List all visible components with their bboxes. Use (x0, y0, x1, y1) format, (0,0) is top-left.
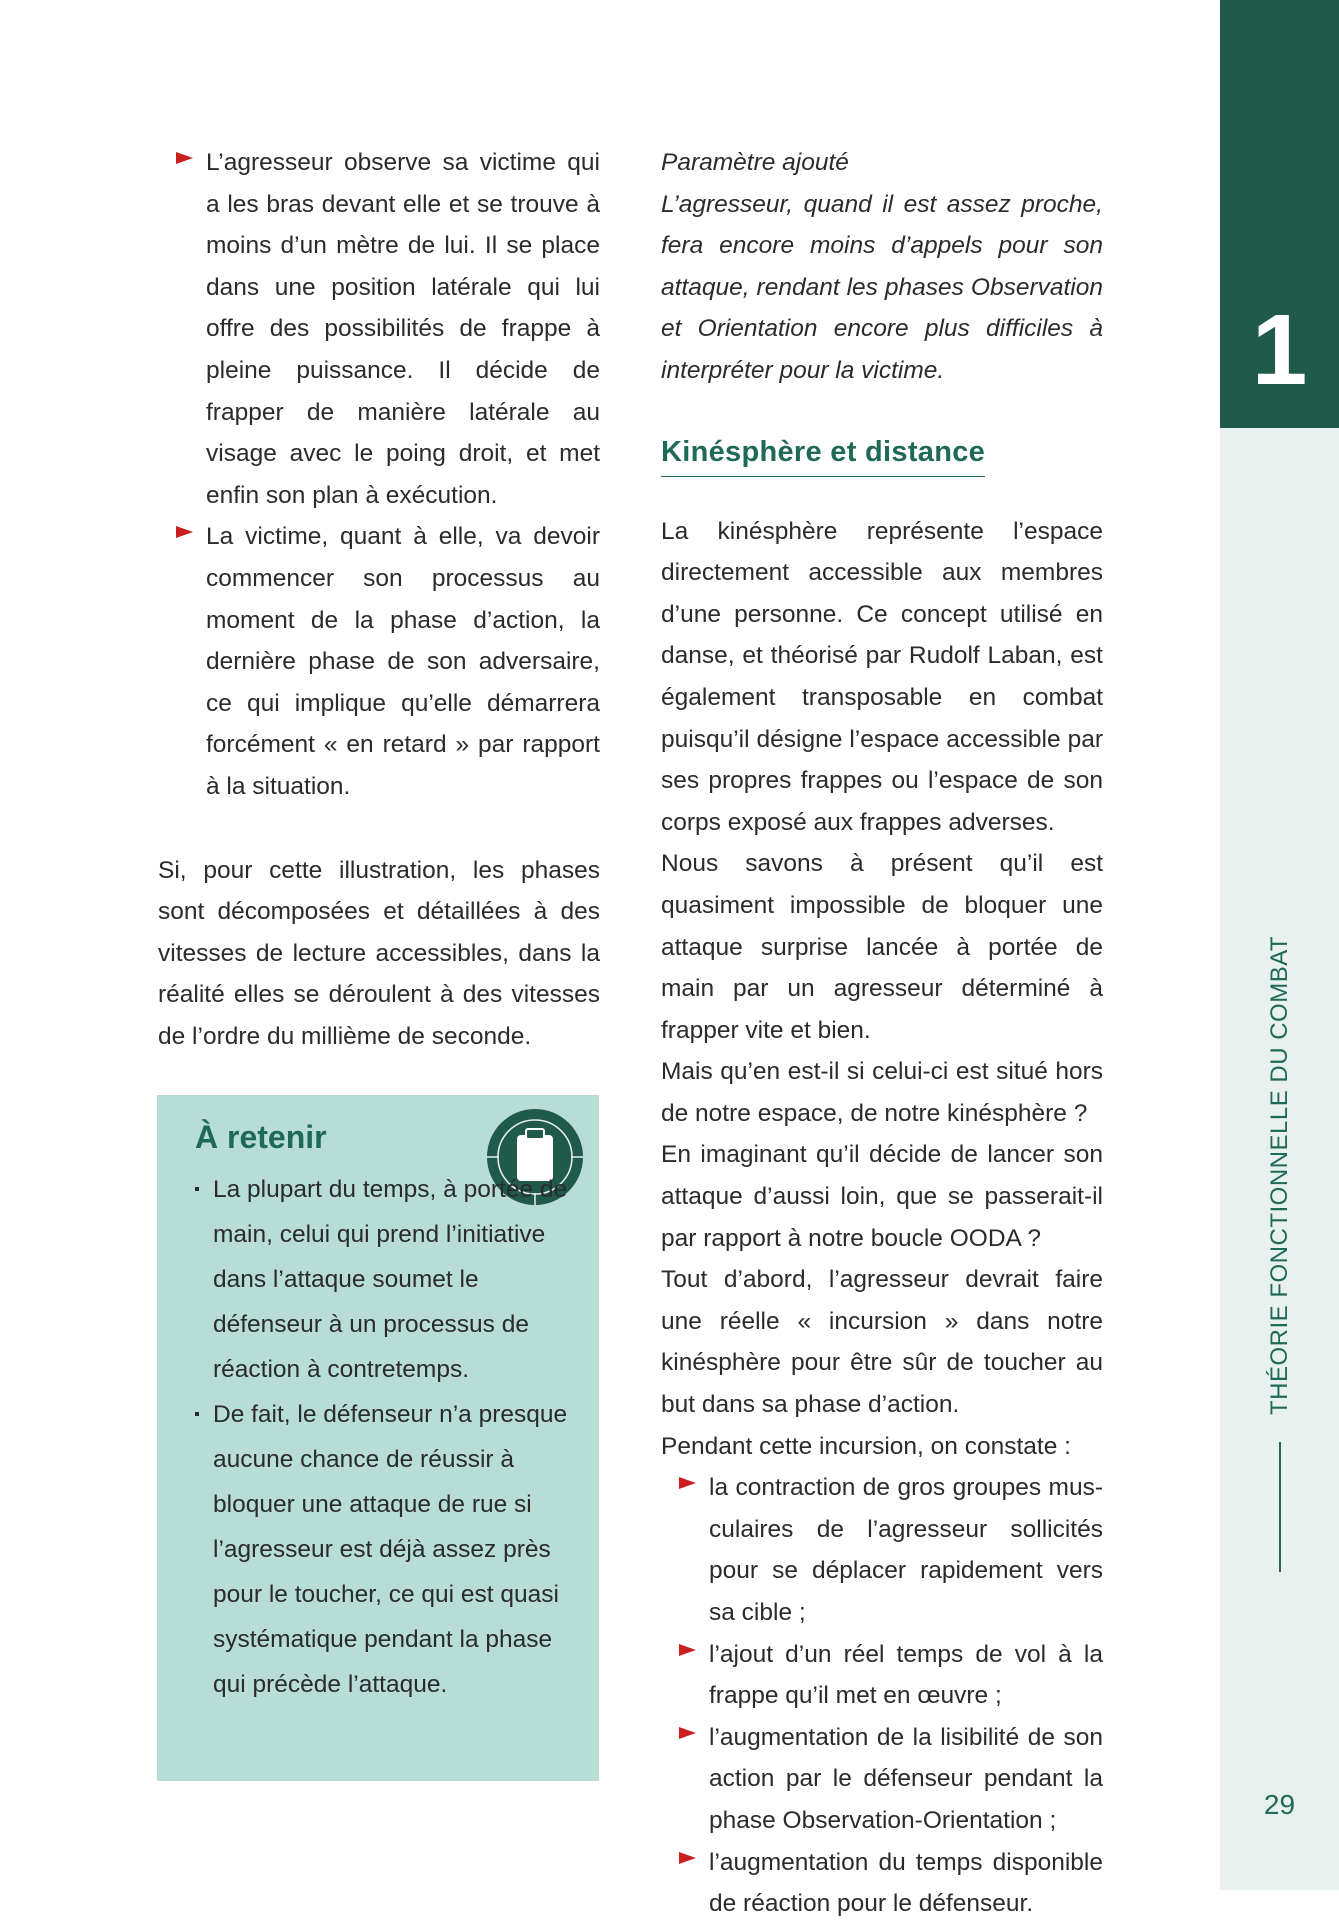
added-parameter-text: L’agresseur, quand il est assez proche, fera encore moins d’appels pour son attaque, rendant les phases Observation et Orientation encore plus difficiles à interpréter pour la victime. (661, 190, 1103, 384)
list-item: l’augmentation du temps disponible de réaction pour le défenseur. (661, 1842, 1103, 1925)
key-points-box (157, 1095, 599, 1781)
body-paragraph: Tout d’abord, l’agresseur devrait faire une réelle « incursion » dans notre kinésphère pour être sûr de toucher au but dans sa phase d’action. (661, 1266, 1103, 1419)
list-item: L’agresseur observe sa victime qui a les bras devant elle et se trouve à moins d’un mètre de lui. Il se place dans une position latérale qui lui offre des possibilités de frappe à pleine puissance. Il décide de frapper de manière latérale au visage avec le poing droit, et met enfin son plan à exécution. (158, 142, 600, 516)
list-item: l’ajout d’un réel temps de vol à la frappe qu’il met en œuvre ; (661, 1634, 1103, 1717)
page-number: 29 (1263, 1789, 1296, 1820)
added-parameter-title: Paramètre ajouté (661, 149, 849, 176)
body-paragraph: En imaginant qu’il décide de lancer son attaque d’aussi loin, que se passerait-il par rapport à notre boucle OODA ? (661, 1141, 1103, 1252)
body-paragraph: Nous savons à présent qu’il est quasiment impossible de bloquer une attaque surprise lancée à portée de main par un agresseur déterminé à frapper vite et bien. (661, 850, 1103, 1044)
list-item: la contraction de gros groupes musculaires de l’agresseur sollicités pour se déplacer rapidement vers sa cible ; (661, 1467, 1103, 1633)
right-bullet-list (661, 1467, 1103, 1925)
left-column (158, 142, 600, 1057)
sidebar-divider (1279, 1442, 1281, 1572)
right-column (661, 142, 1103, 1925)
chapter-number: 1 (1251, 294, 1308, 406)
key-points-list (195, 1167, 575, 1707)
section-heading: Kinésphère et distance (661, 432, 985, 477)
chapter-tab (1220, 0, 1339, 428)
list-item: La plupart du temps, à portée de main, celui qui prend l’initiative dans l’attaque soumet le défenseur à un processus de réaction à contretemps. (195, 1167, 575, 1392)
list-item: De fait, le défenseur n’a presque aucune chance de réussir à bloquer une attaque de rue si l’agresseur est déjà assez près pour le toucher, ce qui est quasi systématique pendant la phase qui précède l’attaque. (195, 1392, 575, 1707)
body-paragraph: La kinésphère représente l’espace directement accessible aux membres d’une personne. Ce concept utilisé en danse, et théorisé par Rudolf Laban, est également transposable en combat puisqu’il désigne l’espace accessible par ses propres frappes ou l’espace de son corps exposé aux frappes adverses. (661, 517, 1103, 836)
list-item: l’augmentation de la lisibilité de son action par le défenseur pendant la phase Observation-Orientation ; (661, 1717, 1103, 1842)
body-paragraph: Pendant cette incursion, on constate : (661, 1432, 1071, 1460)
body-paragraph: Si, pour cette illustration, les phases sont décomposées et détaillées à des vitesses de lecture accessibles, dans la réalité elles se déroulent à des vitesses de l’ordre du millième de seconde. (158, 856, 600, 1050)
body-paragraph: Mais qu’en est-il si celui-ci est situé hors de notre espace, de notre kinésphère ? (661, 1058, 1103, 1127)
list-item: La victime, quant à elle, va devoir commencer son processus au moment de la phase d’action, la dernière phase de son adversaire, ce qui implique qu’elle démarrera forcément « en retard » par rapport à la situation. (158, 516, 600, 807)
running-chapter-title: THÉORIE FONCTIONNELLE DU COMBAT (1266, 935, 1293, 1415)
key-points-title: À retenir (195, 1119, 327, 1155)
left-bullet-list (158, 142, 600, 808)
